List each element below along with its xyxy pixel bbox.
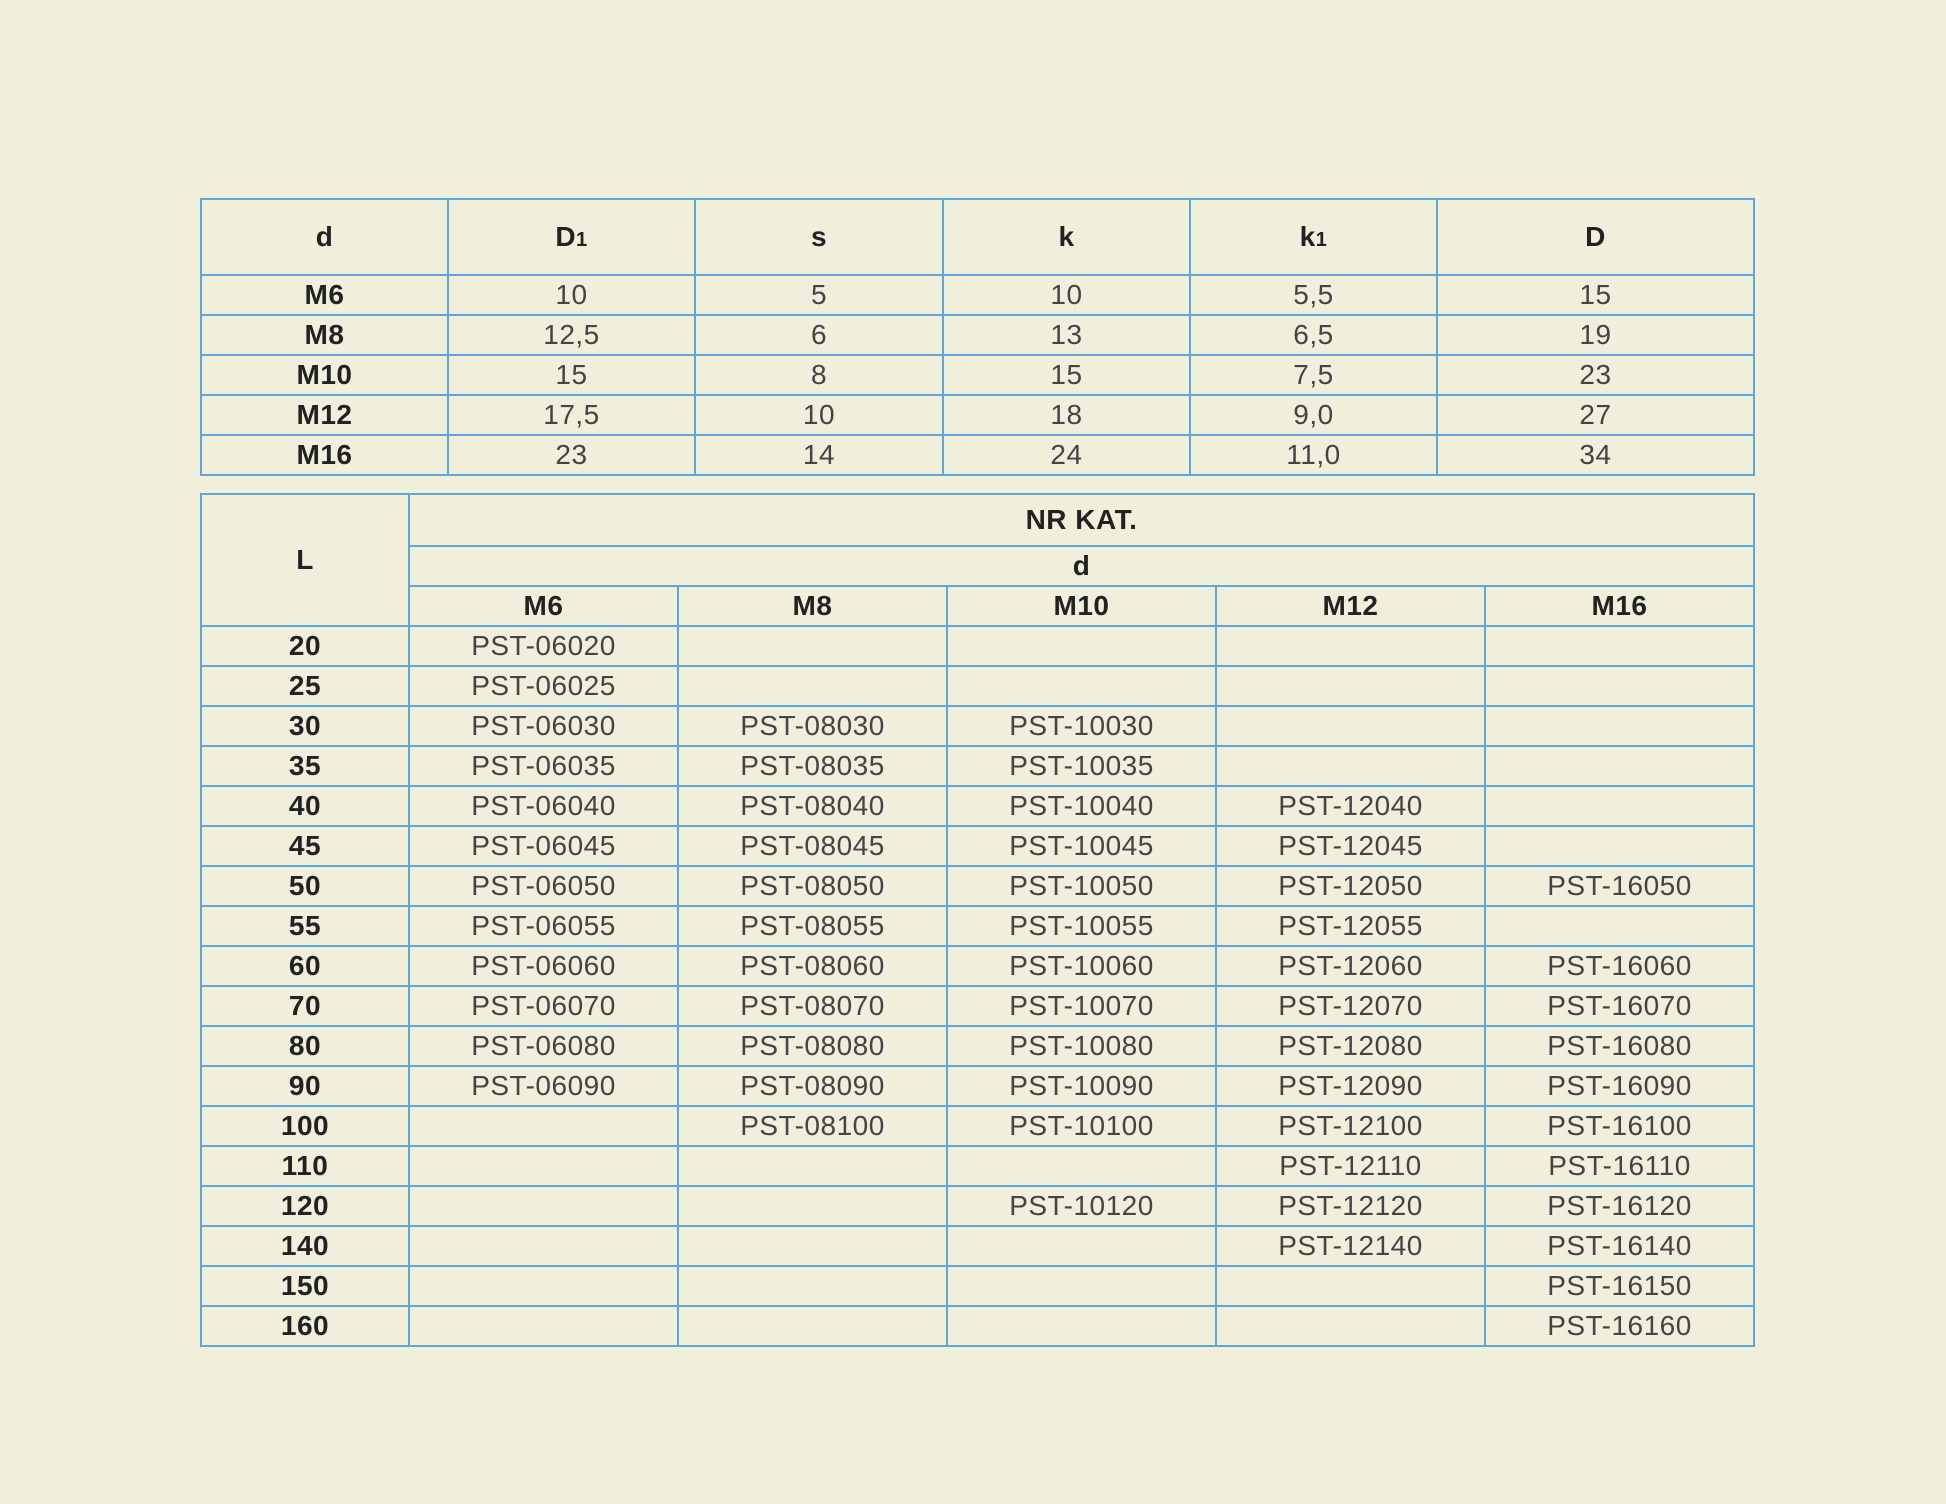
dims-value: 10 [448,275,695,315]
catalog-code: PST-16050 [1485,866,1754,906]
catalog-header-row-2 [201,546,1754,586]
catalog-code [678,666,947,706]
catalog-code: PST-08070 [678,986,947,1026]
catalog-code [1485,746,1754,786]
catalog-code [1485,826,1754,866]
catalog-row [201,1106,1754,1146]
dims-header-row [201,199,1754,275]
catalog-row [201,1266,1754,1306]
dims-thread-size: M8 [201,315,448,355]
catalog-code: PST-06070 [409,986,678,1026]
catalog-code: PST-12090 [1216,1066,1485,1106]
dims-value: 8 [695,355,943,395]
catalog-row [201,1186,1754,1226]
catalog-code: PST-16070 [1485,986,1754,1026]
dims-header-k1: k1 [1190,199,1437,275]
catalog-code [1485,906,1754,946]
catalog-col-m8: M8 [678,586,947,626]
catalog-length: 45 [201,826,409,866]
dims-header-k: k [943,199,1190,275]
catalog-code: PST-16150 [1485,1266,1754,1306]
catalog-code: PST-08045 [678,826,947,866]
catalog-row [201,626,1754,666]
dims-value: 10 [695,395,943,435]
catalog-code: PST-16160 [1485,1306,1754,1346]
catalog-code [947,1226,1216,1266]
catalog-code: PST-06030 [409,706,678,746]
dims-value: 15 [943,355,1190,395]
catalog-code [947,626,1216,666]
catalog-code: PST-08050 [678,866,947,906]
catalog-code: PST-16110 [1485,1146,1754,1186]
catalog-length: 60 [201,946,409,986]
dimensions-table [200,198,1755,476]
catalog-code: PST-08055 [678,906,947,946]
catalog-code [947,666,1216,706]
catalog-code [1485,786,1754,826]
catalog-code [1216,666,1485,706]
catalog-code [409,1146,678,1186]
catalog-length: 150 [201,1266,409,1306]
catalog-header-l: L [201,494,409,626]
catalog-code [409,1226,678,1266]
catalog-code [1485,706,1754,746]
dims-header-D: D [1437,199,1754,275]
catalog-col-m12: M12 [1216,586,1485,626]
dims-value: 15 [448,355,695,395]
catalog-code [409,1106,678,1146]
dims-thread-size: M6 [201,275,448,315]
dims-value: 6,5 [1190,315,1437,355]
catalog-length: 55 [201,906,409,946]
dims-row [201,315,1754,355]
catalog-col-m10: M10 [947,586,1216,626]
dims-value: 12,5 [448,315,695,355]
catalog-length: 90 [201,1066,409,1106]
catalog-code: PST-12120 [1216,1186,1485,1226]
catalog-code: PST-12055 [1216,906,1485,946]
dims-thread-size: M12 [201,395,448,435]
catalog-length: 20 [201,626,409,666]
catalog-row [201,706,1754,746]
catalog-code: PST-06025 [409,666,678,706]
catalog-row [201,1066,1754,1106]
catalog-code: PST-10035 [947,746,1216,786]
catalog-row [201,826,1754,866]
catalog-code [1216,1266,1485,1306]
catalog-code: PST-16060 [1485,946,1754,986]
catalog-code: PST-06050 [409,866,678,906]
catalog-code: PST-08100 [678,1106,947,1146]
catalog-length: 70 [201,986,409,1026]
catalog-row [201,986,1754,1026]
catalog-code [1216,706,1485,746]
catalog-code: PST-06040 [409,786,678,826]
dims-value: 9,0 [1190,395,1437,435]
catalog-code: PST-06035 [409,746,678,786]
dims-value: 5 [695,275,943,315]
catalog-code: PST-08030 [678,706,947,746]
catalog-code: PST-10055 [947,906,1216,946]
catalog-length: 50 [201,866,409,906]
dims-value: 10 [943,275,1190,315]
catalog-code: PST-10030 [947,706,1216,746]
catalog-code: PST-10060 [947,946,1216,986]
catalog-col-m6: M6 [409,586,678,626]
catalog-code [409,1306,678,1346]
catalog-code: PST-12040 [1216,786,1485,826]
catalog-code: PST-12080 [1216,1026,1485,1066]
catalog-row [201,1146,1754,1186]
catalog-col-m16: M16 [1485,586,1754,626]
dims-row [201,275,1754,315]
catalog-code: PST-08060 [678,946,947,986]
catalog-row [201,1306,1754,1346]
catalog-code [1485,626,1754,666]
dims-value: 24 [943,435,1190,475]
catalog-code: PST-10080 [947,1026,1216,1066]
catalog-code: PST-12050 [1216,866,1485,906]
catalog-code [1216,746,1485,786]
catalog-row [201,906,1754,946]
dims-header-s: s [695,199,943,275]
catalog-code [678,1226,947,1266]
catalog-number-table [200,493,1755,1347]
catalog-code: PST-10100 [947,1106,1216,1146]
catalog-row [201,1226,1754,1266]
catalog-code: PST-10070 [947,986,1216,1026]
catalog-code: PST-06090 [409,1066,678,1106]
catalog-code: PST-12070 [1216,986,1485,1026]
dims-value: 18 [943,395,1190,435]
catalog-code [947,1266,1216,1306]
catalog-header-row-1 [201,494,1754,546]
catalog-code: PST-16100 [1485,1106,1754,1146]
catalog-code: PST-10090 [947,1066,1216,1106]
dims-value: 17,5 [448,395,695,435]
catalog-code [1216,1306,1485,1346]
catalog-row [201,1026,1754,1066]
catalog-code: PST-16120 [1485,1186,1754,1226]
catalog-code: PST-10040 [947,786,1216,826]
dims-header-d1: D1 [448,199,695,275]
dims-thread-size: M10 [201,355,448,395]
catalog-code [947,1306,1216,1346]
catalog-code [678,626,947,666]
catalog-row [201,666,1754,706]
catalog-code [409,1186,678,1226]
catalog-length: 120 [201,1186,409,1226]
dims-value: 15 [1437,275,1754,315]
catalog-code: PST-10120 [947,1186,1216,1226]
catalog-code: PST-08090 [678,1066,947,1106]
catalog-code: PST-06020 [409,626,678,666]
catalog-code: PST-12060 [1216,946,1485,986]
dims-row [201,395,1754,435]
catalog-length: 80 [201,1026,409,1066]
catalog-row [201,746,1754,786]
catalog-row [201,866,1754,906]
catalog-length: 140 [201,1226,409,1266]
catalog-header-nr-kat: NR KAT. [409,494,1754,546]
catalog-length: 30 [201,706,409,746]
catalog-code [1216,626,1485,666]
dims-value: 23 [1437,355,1754,395]
dims-row [201,435,1754,475]
catalog-code: PST-10050 [947,866,1216,906]
catalog-code: PST-06045 [409,826,678,866]
catalog-code: PST-16080 [1485,1026,1754,1066]
catalog-code: PST-06055 [409,906,678,946]
catalog-length: 100 [201,1106,409,1146]
dims-value: 6 [695,315,943,355]
catalog-row [201,946,1754,986]
catalog-code: PST-16140 [1485,1226,1754,1266]
catalog-length: 110 [201,1146,409,1186]
catalog-code [409,1266,678,1306]
catalog-code: PST-06080 [409,1026,678,1066]
dims-value: 27 [1437,395,1754,435]
dims-thread-size: M16 [201,435,448,475]
catalog-code [1485,666,1754,706]
dims-row [201,355,1754,395]
catalog-code: PST-08080 [678,1026,947,1066]
catalog-row [201,786,1754,826]
dims-value: 23 [448,435,695,475]
dims-value: 11,0 [1190,435,1437,475]
catalog-length: 35 [201,746,409,786]
catalog-length: 160 [201,1306,409,1346]
dims-header-d: d [201,199,448,275]
dims-value: 5,5 [1190,275,1437,315]
catalog-header-row-3 [201,586,1754,626]
catalog-code: PST-10045 [947,826,1216,866]
catalog-code: PST-12140 [1216,1226,1485,1266]
catalog-code: PST-08040 [678,786,947,826]
catalog-code: PST-06060 [409,946,678,986]
catalog-length: 25 [201,666,409,706]
catalog-code: PST-12100 [1216,1106,1485,1146]
catalog-code [678,1146,947,1186]
catalog-code: PST-12045 [1216,826,1485,866]
dims-value: 34 [1437,435,1754,475]
catalog-code: PST-12110 [1216,1146,1485,1186]
catalog-code [678,1186,947,1226]
dims-value: 13 [943,315,1190,355]
dims-value: 7,5 [1190,355,1437,395]
catalog-code [678,1306,947,1346]
catalog-code [947,1146,1216,1186]
dims-value: 14 [695,435,943,475]
dims-value: 19 [1437,315,1754,355]
catalog-code: PST-08035 [678,746,947,786]
catalog-length: 40 [201,786,409,826]
catalog-header-d: d [409,546,1754,586]
catalog-code [678,1266,947,1306]
catalog-code: PST-16090 [1485,1066,1754,1106]
